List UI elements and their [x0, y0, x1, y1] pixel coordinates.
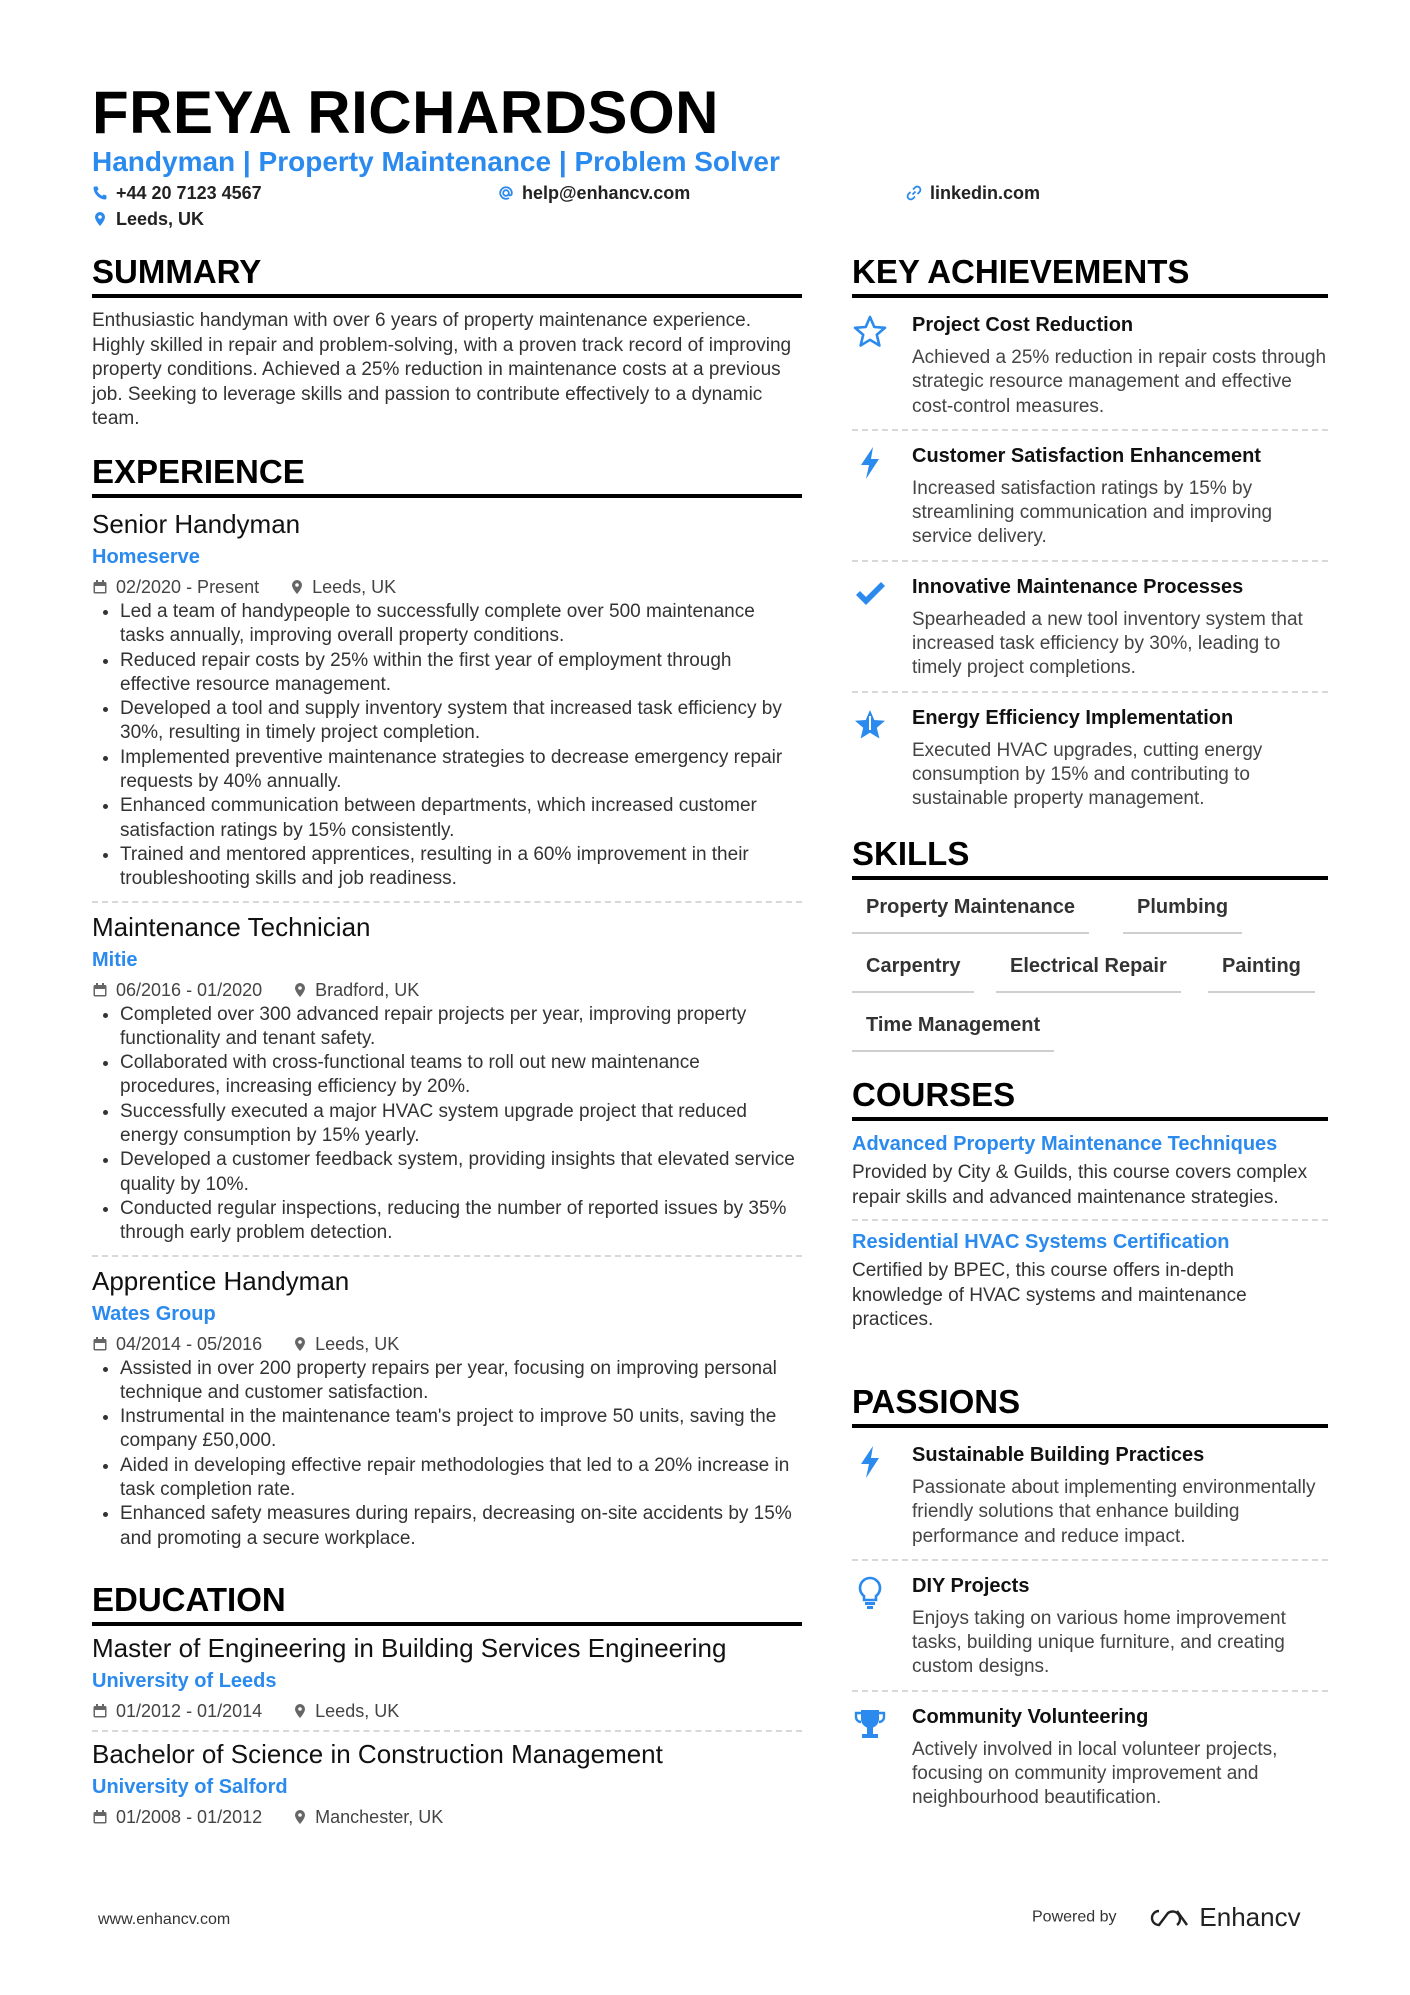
calendar-icon	[92, 1809, 108, 1825]
contact-phone	[92, 182, 262, 204]
job-bullet: • Instrumental in the maintenance team's project to improve 50 units, saving the company £50,000.	[120, 1405, 802, 1454]
passion-item	[852, 1442, 1328, 1549]
contact-linkedin[interactable]	[906, 182, 1040, 204]
course-title: Residential HVAC Systems Certification	[852, 1231, 1230, 1253]
lightning-icon	[852, 1444, 888, 1480]
course-desc: Certified by BPEC, this course offers in-depth knowledge of HVAC systems and maintenance practices.	[852, 1260, 1247, 1330]
footer-branding	[1032, 1902, 1301, 1933]
passions-heading: PASSIONS	[852, 1382, 1328, 1428]
divider	[92, 1730, 802, 1732]
passion-desc: Actively involved in local volunteer projects, focusing on community improvement and neighbourhood beautification.	[912, 1738, 1278, 1809]
phone-text: +44 20 7123 4567	[116, 183, 262, 203]
job-meta	[92, 979, 802, 1001]
divider	[852, 691, 1328, 693]
linkedin-text: linkedin.com	[930, 183, 1041, 203]
job-bullet: • Reduced repair costs by 25% within the first year of employment through effective resource management.	[120, 649, 802, 698]
job-title: Apprentice Handyman	[92, 1265, 350, 1296]
calendar-icon	[92, 982, 108, 998]
skill-tag: Plumbing	[1123, 894, 1242, 934]
location-text: Leeds, UK	[116, 209, 205, 229]
degree-title: Bachelor of Science in Construction Management	[92, 1739, 663, 1769]
job-bullet: • Collaborated with cross-functional teams to roll out new maintenance procedures, increasing efficiency by 20%.	[120, 1051, 802, 1100]
divider	[852, 429, 1328, 431]
star-half-icon	[852, 707, 888, 743]
lightbulb-icon	[852, 1575, 888, 1611]
skills-list	[852, 880, 1328, 1060]
course-item	[852, 1229, 1328, 1333]
course-item	[852, 1131, 1328, 1210]
job-location: Bradford, UK	[315, 979, 420, 1000]
job-location: Leeds, UK	[315, 1333, 400, 1354]
job-title: Maintenance Technician	[92, 911, 371, 942]
education-location: Leeds, UK	[315, 1701, 400, 1721]
course-desc: Provided by City & Guilds, this course covers complex repair skills and advanced maintenance strategies.	[852, 1162, 1308, 1208]
candidate-name: FREYA RICHARDSON	[92, 79, 719, 146]
education-entry	[92, 1632, 802, 1722]
experience-heading: EXPERIENCE	[92, 452, 802, 498]
link-icon	[906, 185, 922, 201]
enhancv-logo-icon	[1145, 1907, 1191, 1929]
job-bullet: • Successfully executed a major HVAC system upgrade project that reduced energy consumption by 15% yearly.	[120, 1100, 802, 1149]
job-bullet: • Aided in developing effective repair methodologies that led to a 20% increase in task completion rate.	[120, 1454, 802, 1503]
education-dates: 01/2012 - 01/2014	[116, 1701, 263, 1721]
job-company: Mitie	[92, 948, 138, 971]
courses-section	[852, 1075, 1328, 1333]
contact-email[interactable]	[498, 182, 690, 204]
job-bullet: • Enhanced communication between departments, which increased customer satisfaction ratings by 15% consistently.	[120, 794, 802, 843]
location-pin-icon	[293, 1336, 307, 1352]
achievement-desc: Achieved a 25% reduction in repair costs through strategic resource management and effective cost-control measures.	[912, 347, 1327, 417]
summary-heading: SUMMARY	[92, 252, 802, 298]
divider	[92, 1255, 802, 1257]
powered-by-text: Powered by	[1032, 1908, 1117, 1926]
course-title: Advanced Property Maintenance Techniques	[852, 1133, 1278, 1155]
school-name: University of Salford	[92, 1776, 288, 1798]
job-bullet: • Implemented preventive maintenance strategies to decrease emergency repair requests by 40% annually.	[120, 746, 802, 795]
passion-item	[852, 1573, 1328, 1680]
lightning-icon	[852, 445, 888, 481]
job-bullet: • Developed a customer feedback system, providing insights that elevated service quality by 10%.	[120, 1148, 802, 1197]
achievement-desc: Executed HVAC upgrades, cutting energy consumption by 15% and contributing to sustainable property management.	[912, 739, 1263, 810]
calendar-icon	[92, 579, 108, 595]
divider	[92, 901, 802, 903]
job-dates: 06/2016 - 01/2020	[116, 979, 263, 1000]
calendar-icon	[92, 1703, 108, 1719]
job-bullets	[92, 600, 802, 892]
education-meta	[92, 1806, 802, 1828]
location-pin-icon	[290, 579, 304, 595]
phone-icon	[92, 185, 108, 201]
passion-desc: Passionate about implementing environmentally friendly solutions that enhance building performance and reduce impact.	[912, 1477, 1316, 1547]
job-meta	[92, 576, 802, 598]
achievement-title: Project Cost Reduction	[912, 314, 1134, 336]
divider	[852, 1690, 1328, 1692]
job-company: Homeserve	[92, 546, 200, 568]
job-dates: 02/2020 - Present	[116, 577, 260, 597]
passions-section	[852, 1382, 1328, 1811]
skill-tag: Carpentry	[852, 953, 974, 993]
at-icon	[498, 185, 514, 201]
email-text: help@enhancv.com	[522, 183, 691, 203]
achievement-desc: Spearheaded a new tool inventory system that increased task efficiency by 30%, leading to timely project completions.	[912, 608, 1303, 679]
achievement-item	[852, 443, 1328, 550]
achievement-item	[852, 705, 1328, 812]
job-entry	[92, 911, 802, 1246]
job-bullet: • Completed over 300 advanced repair projects per year, improving property functionality and tenant safety.	[120, 1003, 802, 1052]
experience-section	[92, 452, 802, 1551]
divider	[852, 560, 1328, 562]
footer-website[interactable]: www.enhancv.com	[98, 1911, 231, 1928]
location-pin-icon	[293, 1809, 307, 1825]
job-bullet: • Developed a tool and supply inventory system that increased task efficiency by 30%, resulting in timely project completion.	[120, 697, 802, 746]
achievement-item	[852, 574, 1328, 681]
job-meta	[92, 1333, 802, 1355]
achievement-item	[852, 312, 1328, 419]
job-bullet: • Trained and mentored apprentices, resulting in a 60% improvement in their troubleshooting skills and job readiness.	[120, 843, 802, 892]
job-bullet: • Conducted regular inspections, reducing the number of reported issues by 35% through early problem detection.	[120, 1197, 802, 1246]
skill-tag: Painting	[1208, 953, 1315, 993]
passion-item	[852, 1704, 1328, 1811]
achievements-heading: KEY ACHIEVEMENTS	[852, 252, 1328, 298]
education-section	[92, 1580, 802, 1828]
job-dates: 04/2014 - 05/2016	[116, 1333, 263, 1354]
divider	[852, 1219, 1328, 1221]
skills-section	[852, 834, 1328, 1060]
passion-title: Sustainable Building Practices	[912, 1444, 1205, 1466]
job-entry	[92, 1265, 802, 1551]
education-location: Manchester, UK	[315, 1807, 444, 1827]
passion-desc: Enjoys taking on various home improvement tasks, building unique furniture, and creating custom designs.	[912, 1607, 1286, 1678]
location-pin-icon	[92, 211, 108, 227]
achievement-title: Energy Efficiency Implementation	[912, 706, 1234, 729]
achievements-section	[852, 252, 1328, 812]
skill-tag: Electrical Repair	[996, 953, 1181, 993]
checkmark-icon	[852, 576, 888, 612]
job-bullets	[92, 1357, 802, 1551]
job-bullet: • Enhanced safety measures during repairs, decreasing on-site accidents by 15% and promoting a secure workplace.	[120, 1502, 802, 1551]
education-dates: 01/2008 - 01/2012	[116, 1807, 263, 1827]
education-entry	[92, 1738, 802, 1828]
skills-heading: SKILLS	[852, 834, 1328, 880]
job-bullet: • Assisted in over 200 property repairs per year, focusing on improving personal technique and customer satisfaction.	[120, 1357, 802, 1406]
education-heading: EDUCATION	[92, 1580, 802, 1626]
achievement-title: Customer Satisfaction Enhancement	[912, 444, 1261, 467]
summary-text: Enthusiastic handyman with over 6 years of property maintenance experience. Highly skilled in repair and problem-solving, with a proven track record of improving property conditions. Achieved a 25% reduction in maintenance costs at a previous job. Seeking to leverage skills and passion to contribute effectively to a dynamic team.	[92, 310, 792, 429]
degree-title: Master of Engineering in Building Services Engineering	[92, 1633, 727, 1663]
school-name: University of Leeds	[92, 1670, 277, 1692]
location-pin-icon	[293, 1703, 307, 1719]
summary-section	[92, 252, 802, 432]
contact-location	[92, 208, 204, 230]
candidate-tagline: Handyman | Property Maintenance | Problem Solver	[92, 146, 780, 177]
skill-tag: Property Maintenance	[852, 894, 1089, 934]
job-bullet: • Led a team of handypeople to successfully complete over 500 maintenance tasks annually, improving overall property conditions.	[120, 600, 802, 649]
calendar-icon	[92, 1336, 108, 1352]
job-bullets	[92, 1003, 802, 1246]
star-outline-icon	[852, 314, 888, 350]
passion-title: DIY Projects	[912, 1574, 1030, 1597]
skill-tag: Time Management	[852, 1012, 1054, 1052]
trophy-icon	[852, 1706, 888, 1742]
achievement-desc: Increased satisfaction ratings by 15% by streamlining communication and improving service delivery.	[912, 477, 1273, 548]
passion-title: Community Volunteering	[912, 1705, 1149, 1728]
divider	[852, 1559, 1328, 1561]
education-meta	[92, 1700, 802, 1722]
achievement-title: Innovative Maintenance Processes	[912, 575, 1244, 598]
job-title: Senior Handyman	[92, 509, 301, 539]
job-entry	[92, 508, 802, 892]
job-company: Wates Group	[92, 1302, 216, 1325]
courses-heading: COURSES	[852, 1075, 1328, 1121]
location-pin-icon	[293, 982, 307, 998]
job-location: Leeds, UK	[312, 577, 397, 597]
brand-name: Enhancv	[1199, 1902, 1301, 1932]
